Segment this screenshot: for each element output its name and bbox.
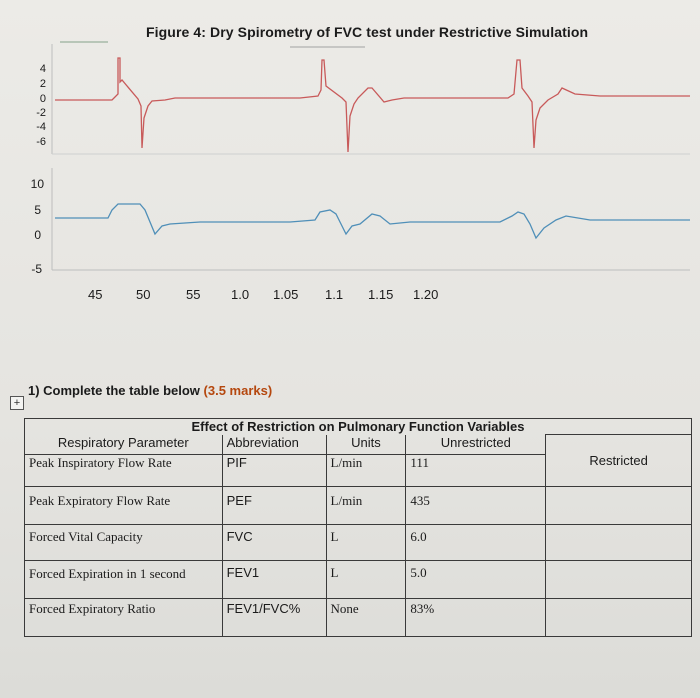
unrestricted-cell[interactable]: 83% [406,599,546,637]
top-ytick: 0 [39,93,46,105]
parameter-cell: Peak Inspiratory Flow Rate [25,455,223,487]
top-ytick: 4 [39,63,46,75]
top-ytick: -4 [36,121,46,133]
units-cell: L/min [326,455,406,487]
units-cell: None [326,599,406,637]
units-cell: L [326,561,406,599]
parameter-cell: Forced Vital Capacity [25,525,223,561]
abbreviation-cell: FEV1/FVC% [222,599,326,637]
figure-title: Figure 4: Dry Spirometry of FVC test under Restrictive Simulation [146,24,589,40]
restricted-cell[interactable] [546,525,692,561]
table-row [25,487,692,525]
units-cell: L [326,525,406,561]
top-ytick: -2 [36,107,46,119]
xtick: 1.1 [325,287,344,302]
xtick: 50 [136,287,151,302]
bottom-ytick: 5 [34,203,41,217]
spirometry-plot [0,38,700,288]
header-parameter: Respiratory Parameter [25,435,223,455]
restricted-cell[interactable] [546,561,692,599]
top-ytick: 2 [39,78,46,90]
question-label: 1) Complete the table below [28,383,204,398]
volume-trace [55,204,690,238]
xtick: 55 [186,287,201,302]
xtick: 1.20 [413,287,439,302]
table-caption: Effect of Restriction on Pulmonary Function Variables [25,419,692,435]
xtick: 1.0 [231,287,250,302]
pulmonary-function-table [24,418,692,637]
abbreviation-cell: FVC [222,525,326,561]
bottom-ytick: 10 [30,177,44,191]
restricted-cell[interactable] [546,487,692,525]
unrestricted-cell[interactable]: 6.0 [406,525,546,561]
parameter-cell: Forced Expiration in 1 second [25,561,223,599]
parameter-cell: Peak Expiratory Flow Rate [25,487,223,525]
question-text [28,383,272,398]
table-row [25,599,692,637]
header-restricted: Restricted [546,435,692,487]
table-row [25,561,692,599]
abbreviation-cell: PEF [222,487,326,525]
restricted-cell[interactable] [546,599,692,637]
xtick: 1.05 [273,287,299,302]
header-units: Units [326,435,406,455]
unrestricted-cell[interactable]: 111 [406,455,546,487]
unrestricted-cell[interactable]: 435 [406,487,546,525]
header-abbreviation: Abbreviation [222,435,326,455]
header-unrestricted: Unrestricted [406,435,546,455]
abbreviation-cell: PIF [222,455,326,487]
top-ytick: -6 [36,136,46,148]
parameter-cell: Forced Expiratory Ratio [25,599,223,637]
flow-trace [55,58,690,152]
units-cell: L/min [326,487,406,525]
xtick: 45 [88,287,103,302]
table-move-handle-icon[interactable]: + [10,396,24,410]
abbreviation-cell: FEV1 [222,561,326,599]
bottom-ytick: 0 [34,228,41,242]
question-marks: (3.5 marks) [203,383,273,398]
bottom-ytick: -5 [31,262,42,276]
xtick: 1.15 [368,287,394,302]
table-row [25,525,692,561]
unrestricted-cell[interactable]: 5.0 [406,561,546,599]
